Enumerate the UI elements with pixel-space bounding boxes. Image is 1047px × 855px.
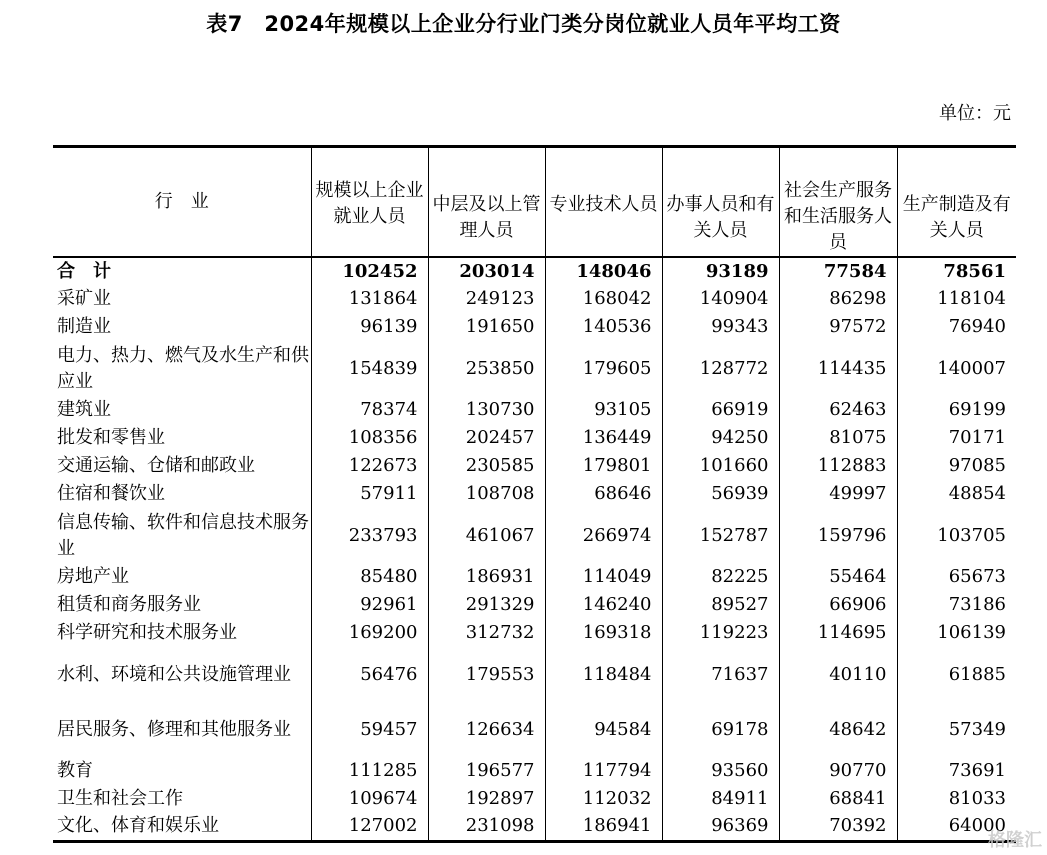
wage-value-cell: 48642 xyxy=(779,702,897,757)
industry-name-cell: 教育 xyxy=(57,760,93,781)
wage-value-cell: 81075 xyxy=(779,424,897,452)
table-title: 表7 2024年规模以上企业分行业门类分岗位就业人员年平均工资 xyxy=(206,12,841,36)
industry-name-cell: 房地产业 xyxy=(57,566,129,587)
wage-value-cell: 196577 xyxy=(428,757,545,785)
wage-value-cell: 61885 xyxy=(897,647,1016,702)
wage-value-cell: 179801 xyxy=(545,452,662,480)
wage-value-cell: 99343 xyxy=(662,313,779,341)
wage-value-cell: 140536 xyxy=(545,313,662,341)
wage-value-cell: 97085 xyxy=(897,452,1016,480)
wage-value-cell: 57911 xyxy=(311,480,428,508)
industry-name-cell: 制造业 xyxy=(57,316,111,337)
column-header-all-employees: 规模以上企业就业人员 xyxy=(311,147,428,258)
wage-value-cell: 56476 xyxy=(311,647,428,702)
wage-value-cell: 92961 xyxy=(311,591,428,619)
wage-value-cell: 192897 xyxy=(428,785,545,813)
wage-value-cell: 73691 xyxy=(897,757,1016,785)
wage-value-cell: 69199 xyxy=(897,396,1016,424)
wage-value-cell: 112883 xyxy=(779,452,897,480)
column-header-industry: 行 业 xyxy=(53,147,311,258)
wage-value-cell: 57349 xyxy=(897,702,1016,757)
wage-value-cell: 461067 xyxy=(428,508,545,563)
wage-value-cell: 114435 xyxy=(779,341,897,396)
wage-value-cell: 96369 xyxy=(662,813,779,841)
wage-value-cell: 179553 xyxy=(428,647,545,702)
wage-value-cell: 109674 xyxy=(311,785,428,813)
industry-name-cell: 信息传输、软件和信息技术服务业 xyxy=(57,511,309,559)
wage-value-cell: 40110 xyxy=(779,647,897,702)
watermark-logo: 格隆汇 xyxy=(988,830,1042,851)
wage-table-container xyxy=(53,145,1016,843)
wage-value-cell: 78561 xyxy=(897,257,1016,285)
wage-value-cell: 118484 xyxy=(545,647,662,702)
wage-value-cell: 230585 xyxy=(428,452,545,480)
wage-value-cell: 202457 xyxy=(428,424,545,452)
wage-value-cell: 49997 xyxy=(779,480,897,508)
column-header-managers: 中层及以上管理人员 xyxy=(428,147,545,258)
wage-value-cell: 68841 xyxy=(779,785,897,813)
wage-value-cell: 82225 xyxy=(662,563,779,591)
column-header-clerks: 办事人员和有关人员 xyxy=(662,147,779,258)
wage-value-cell: 140007 xyxy=(897,341,1016,396)
table-row xyxy=(53,285,1016,313)
wage-value-cell: 114049 xyxy=(545,563,662,591)
wage-value-cell: 111285 xyxy=(311,757,428,785)
wage-value-cell: 312732 xyxy=(428,619,545,647)
wage-value-cell: 64000 xyxy=(897,813,1016,841)
wage-value-cell: 101660 xyxy=(662,452,779,480)
table-row xyxy=(53,757,1016,785)
industry-name-cell: 住宿和餐饮业 xyxy=(57,483,165,504)
industry-name-cell: 卫生和社会工作 xyxy=(57,788,183,809)
wage-value-cell: 86298 xyxy=(779,285,897,313)
column-header-production-workers: 生产制造及有关人员 xyxy=(897,147,1016,258)
column-header-service-workers: 社会生产服务和生活服务人员 xyxy=(779,147,897,258)
wage-value-cell: 146240 xyxy=(545,591,662,619)
wage-value-cell: 97572 xyxy=(779,313,897,341)
wage-value-cell: 179605 xyxy=(545,341,662,396)
table-row xyxy=(53,396,1016,424)
wage-value-cell: 59457 xyxy=(311,702,428,757)
wage-value-cell: 71637 xyxy=(662,647,779,702)
wage-value-cell: 127002 xyxy=(311,813,428,841)
column-header-professionals: 专业技术人员 xyxy=(545,147,662,258)
table-row xyxy=(53,341,1016,396)
wage-value-cell: 55464 xyxy=(779,563,897,591)
wage-value-cell: 56939 xyxy=(662,480,779,508)
wage-value-cell: 112032 xyxy=(545,785,662,813)
wage-value-cell: 266974 xyxy=(545,508,662,563)
wage-value-cell: 128772 xyxy=(662,341,779,396)
table-row xyxy=(53,508,1016,563)
table-row xyxy=(53,424,1016,452)
wage-value-cell: 122673 xyxy=(311,452,428,480)
industry-name-cell: 水利、环境和公共设施管理业 xyxy=(57,663,291,685)
table-row xyxy=(53,563,1016,591)
wage-value-cell: 78374 xyxy=(311,396,428,424)
wage-value-cell: 94250 xyxy=(662,424,779,452)
wage-value-cell: 85480 xyxy=(311,563,428,591)
wage-value-cell: 70392 xyxy=(779,813,897,841)
industry-name-cell: 文化、体育和娱乐业 xyxy=(53,813,311,841)
table-row xyxy=(53,591,1016,619)
industry-name-cell: 租赁和商务服务业 xyxy=(57,594,201,615)
wage-value-cell: 103705 xyxy=(897,508,1016,563)
wage-value-cell: 96139 xyxy=(311,313,428,341)
wage-value-cell: 168042 xyxy=(545,285,662,313)
table-row xyxy=(53,785,1016,813)
wage-value-cell: 68646 xyxy=(545,480,662,508)
wage-value-cell: 203014 xyxy=(428,257,545,285)
wage-value-cell: 154839 xyxy=(311,341,428,396)
wage-value-cell: 77584 xyxy=(779,257,897,285)
wage-value-cell: 126634 xyxy=(428,702,545,757)
wage-value-cell: 81033 xyxy=(897,785,1016,813)
wage-value-cell: 136449 xyxy=(545,424,662,452)
total-row xyxy=(53,257,1016,285)
wage-value-cell: 186931 xyxy=(428,563,545,591)
wage-value-cell: 159796 xyxy=(779,508,897,563)
wage-value-cell: 84911 xyxy=(662,785,779,813)
wage-value-cell: 169200 xyxy=(311,619,428,647)
wage-value-cell: 114695 xyxy=(779,619,897,647)
industry-name-cell: 电力、热力、燃气及水生产和供应业 xyxy=(57,344,309,392)
wage-value-cell: 102452 xyxy=(311,257,428,285)
wage-value-cell: 130730 xyxy=(428,396,545,424)
table-row xyxy=(53,480,1016,508)
industry-name-cell: 交通运输、仓储和邮政业 xyxy=(57,455,255,476)
table-row xyxy=(53,313,1016,341)
wage-value-cell: 118104 xyxy=(897,285,1016,313)
wage-table xyxy=(53,145,1016,843)
wage-value-cell: 93189 xyxy=(662,257,779,285)
industry-name-cell: 科学研究和技术服务业 xyxy=(57,622,237,643)
wage-value-cell: 90770 xyxy=(779,757,897,785)
table-row xyxy=(53,813,1016,841)
industry-name-cell: 居民服务、修理和其他服务业 xyxy=(57,718,291,740)
industry-name-cell: 建筑业 xyxy=(57,399,111,420)
wage-value-cell: 233793 xyxy=(311,508,428,563)
wage-value-cell: 131864 xyxy=(311,285,428,313)
table-row xyxy=(53,647,1016,702)
wage-value-cell: 48854 xyxy=(897,480,1016,508)
table-row xyxy=(53,702,1016,757)
wage-value-cell: 191650 xyxy=(428,313,545,341)
wage-value-cell: 231098 xyxy=(428,813,545,841)
table-body xyxy=(53,257,1016,841)
wage-value-cell: 106139 xyxy=(897,619,1016,647)
wage-value-cell: 119223 xyxy=(662,619,779,647)
wage-value-cell: 66919 xyxy=(662,396,779,424)
wage-value-cell: 148046 xyxy=(545,257,662,285)
wage-value-cell: 186941 xyxy=(545,813,662,841)
wage-value-cell: 253850 xyxy=(428,341,545,396)
wage-value-cell: 152787 xyxy=(662,508,779,563)
table-row xyxy=(53,619,1016,647)
industry-name-cell: 合 计 xyxy=(57,260,111,282)
wage-value-cell: 117794 xyxy=(545,757,662,785)
wage-value-cell: 94584 xyxy=(545,702,662,757)
wage-value-cell: 108356 xyxy=(311,424,428,452)
wage-value-cell: 93560 xyxy=(662,757,779,785)
wage-value-cell: 140904 xyxy=(662,285,779,313)
table-row xyxy=(53,452,1016,480)
wage-value-cell: 66906 xyxy=(779,591,897,619)
industry-name-cell: 采矿业 xyxy=(57,288,111,309)
unit-label: 单位：元 xyxy=(939,103,1011,124)
wage-value-cell: 69178 xyxy=(662,702,779,757)
wage-value-cell: 169318 xyxy=(545,619,662,647)
wage-value-cell: 62463 xyxy=(779,396,897,424)
wage-value-cell: 89527 xyxy=(662,591,779,619)
wage-value-cell: 73186 xyxy=(897,591,1016,619)
header-row xyxy=(53,147,1016,258)
wage-value-cell: 249123 xyxy=(428,285,545,313)
wage-value-cell: 291329 xyxy=(428,591,545,619)
wage-value-cell: 76940 xyxy=(897,313,1016,341)
wage-value-cell: 65673 xyxy=(897,563,1016,591)
industry-name-cell: 批发和零售业 xyxy=(57,427,165,448)
wage-value-cell: 70171 xyxy=(897,424,1016,452)
wage-value-cell: 93105 xyxy=(545,396,662,424)
wage-value-cell: 108708 xyxy=(428,480,545,508)
